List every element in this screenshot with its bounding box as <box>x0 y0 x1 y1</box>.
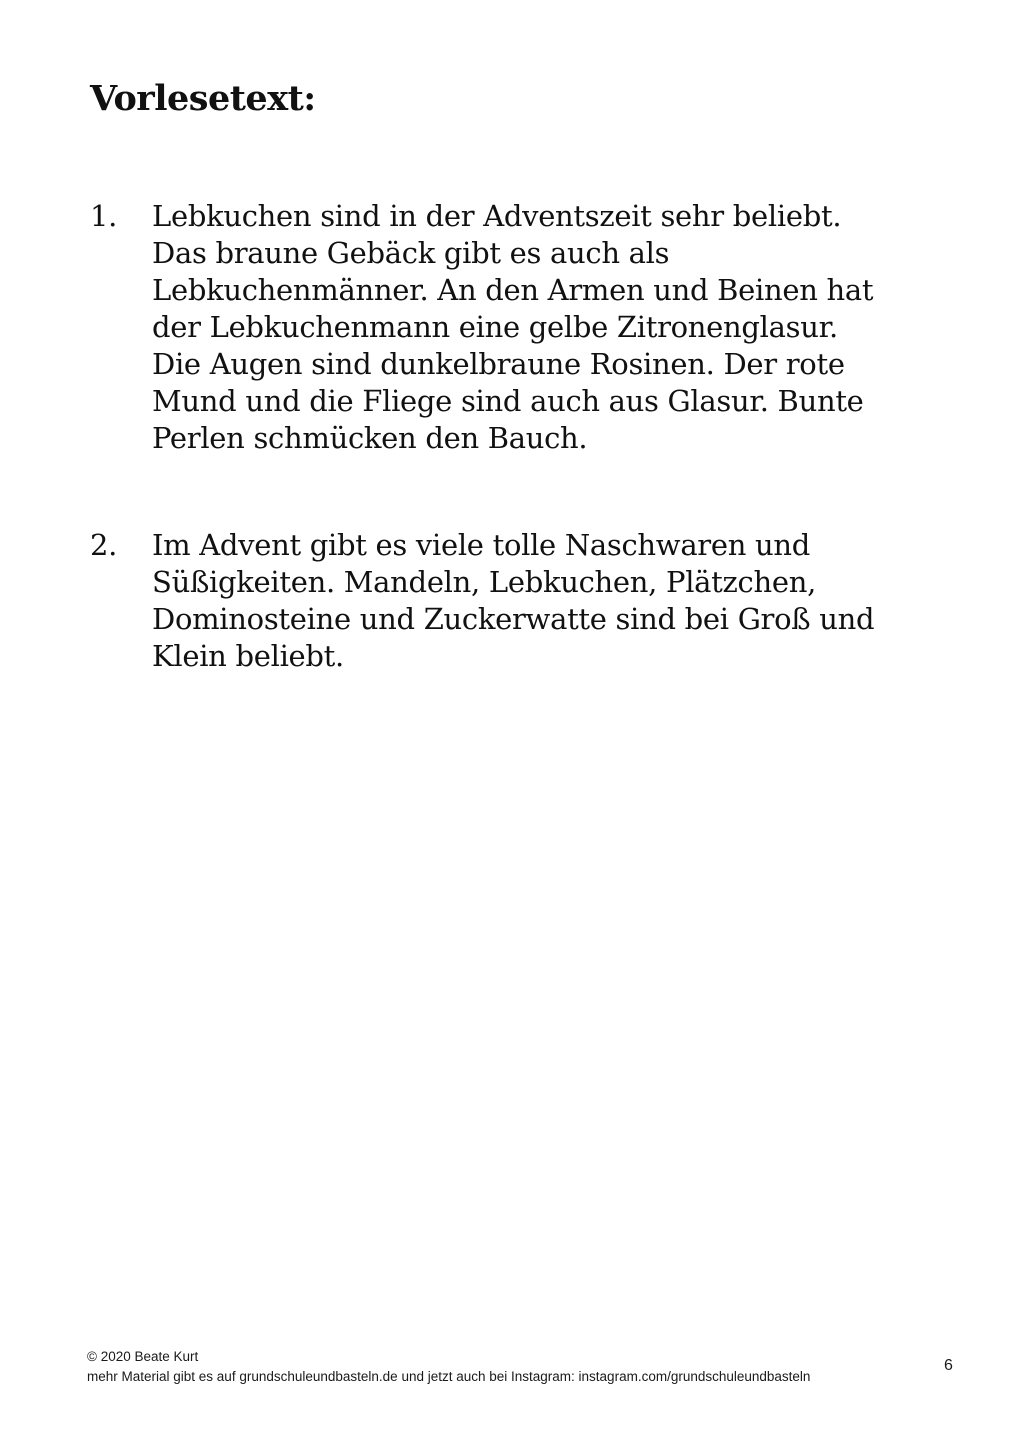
list-item <box>90 198 958 457</box>
text-line: Mund und die Fliege sind auch aus Glasur. Bunte <box>152 384 864 418</box>
text-line: Klein beliebt. <box>152 639 344 673</box>
copyright-text: © 2020 Beate Kurt <box>87 1349 199 1364</box>
page-number: 6 <box>944 1357 953 1374</box>
list-item-number: 1. <box>90 199 118 233</box>
text-line: der Lebkuchenmann eine gelbe Zitronenglasur. <box>152 310 838 344</box>
list-item <box>90 527 958 675</box>
text-line: Im Advent gibt es viele tolle Naschwaren und <box>152 528 811 562</box>
list-item-text <box>152 198 958 457</box>
text-line: Dominosteine und Zuckerwatte sind bei Groß und <box>152 602 875 636</box>
page-footer <box>87 1347 810 1386</box>
list-item-number: 2. <box>90 528 118 562</box>
text-line: Perlen schmücken den Bauch. <box>152 421 588 455</box>
text-line: Das braune Gebäck gibt es auch als <box>152 236 670 270</box>
text-line: Lebkuchen sind in der Adventszeit sehr beliebt. <box>152 199 842 233</box>
text-line: Die Augen sind dunkelbraune Rosinen. Der rote <box>152 347 845 381</box>
footer-info-text: mehr Material gibt es auf grundschuleundbasteln.de und jetzt auch bei Instagram: instagram.com/grundschuleundbasteln <box>87 1368 811 1384</box>
page-title: Vorlesetext: <box>90 78 316 119</box>
text-line: Süßigkeiten. Mandeln, Lebkuchen, Plätzchen, <box>152 565 816 599</box>
text-line: Lebkuchenmänner. An den Armen und Beinen hat <box>152 273 874 307</box>
list-item-text <box>152 527 958 675</box>
